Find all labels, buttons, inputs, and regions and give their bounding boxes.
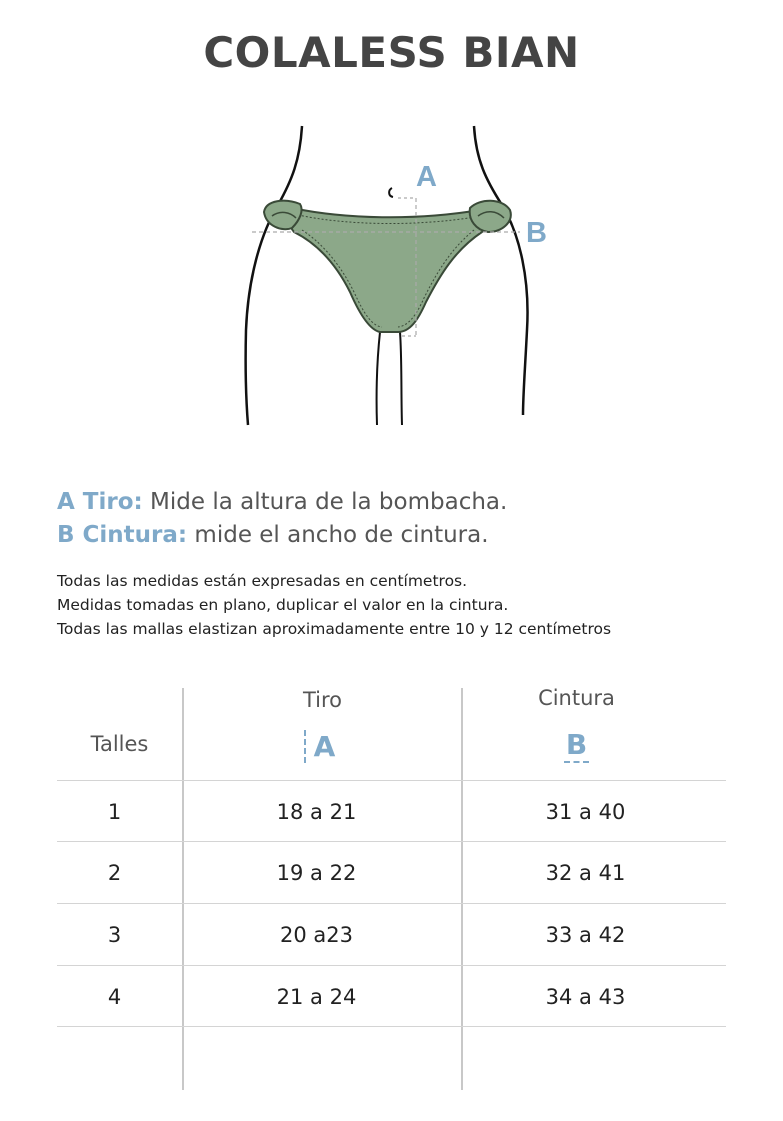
talle-cell: 4 xyxy=(107,985,122,1009)
label-a: A xyxy=(416,161,437,193)
cintura-cell: 33 a 42 xyxy=(545,923,626,947)
tiro-cell: 20 a23 xyxy=(280,923,353,947)
cintura-cell: 34 a 43 xyxy=(545,985,626,1009)
cintura-cell: 32 a 41 xyxy=(545,861,626,885)
measurement-definitions xyxy=(57,486,507,552)
label-b: B xyxy=(526,217,547,249)
tiro-cell: 18 a 21 xyxy=(276,800,357,824)
cintura-cell: 31 a 40 xyxy=(545,800,626,824)
definition-a-text: Mide la altura de la bombacha. xyxy=(142,489,508,515)
header-cintura: Cintura xyxy=(538,686,615,710)
garment-body xyxy=(289,208,485,332)
header-talles: Talles xyxy=(90,732,149,756)
header-tiro-letter: A xyxy=(184,730,461,763)
definition-b-key: B Cintura: xyxy=(57,522,188,548)
note-line: Medidas tomadas en plano, duplicar el valor en la cintura. xyxy=(57,596,509,614)
header-cintura-letter: B xyxy=(565,728,588,761)
definition-a-key: A Tiro: xyxy=(57,489,143,515)
note-line: Todas las mallas elastizan aproximadamente entre 10 y 12 centímetros xyxy=(57,620,612,638)
definition-b-text: mide el ancho de cintura. xyxy=(187,522,489,548)
notes xyxy=(57,569,611,641)
tiro-cell: 21 a 24 xyxy=(276,985,357,1009)
header-tiro: Tiro xyxy=(302,688,343,712)
garment-diagram xyxy=(230,120,560,434)
note-line: Todas las medidas están expresadas en centímetros. xyxy=(57,572,468,590)
talle-cell: 2 xyxy=(107,861,122,885)
talle-cell: 1 xyxy=(107,800,122,824)
page-title: COLALESS BIAN xyxy=(203,28,580,77)
talle-cell: 3 xyxy=(107,923,122,947)
definition-b xyxy=(57,519,507,552)
definition-a xyxy=(57,486,507,519)
bikini-bottom-illustration xyxy=(230,120,560,430)
tiro-cell: 19 a 22 xyxy=(276,861,357,885)
size-table xyxy=(57,688,726,1090)
